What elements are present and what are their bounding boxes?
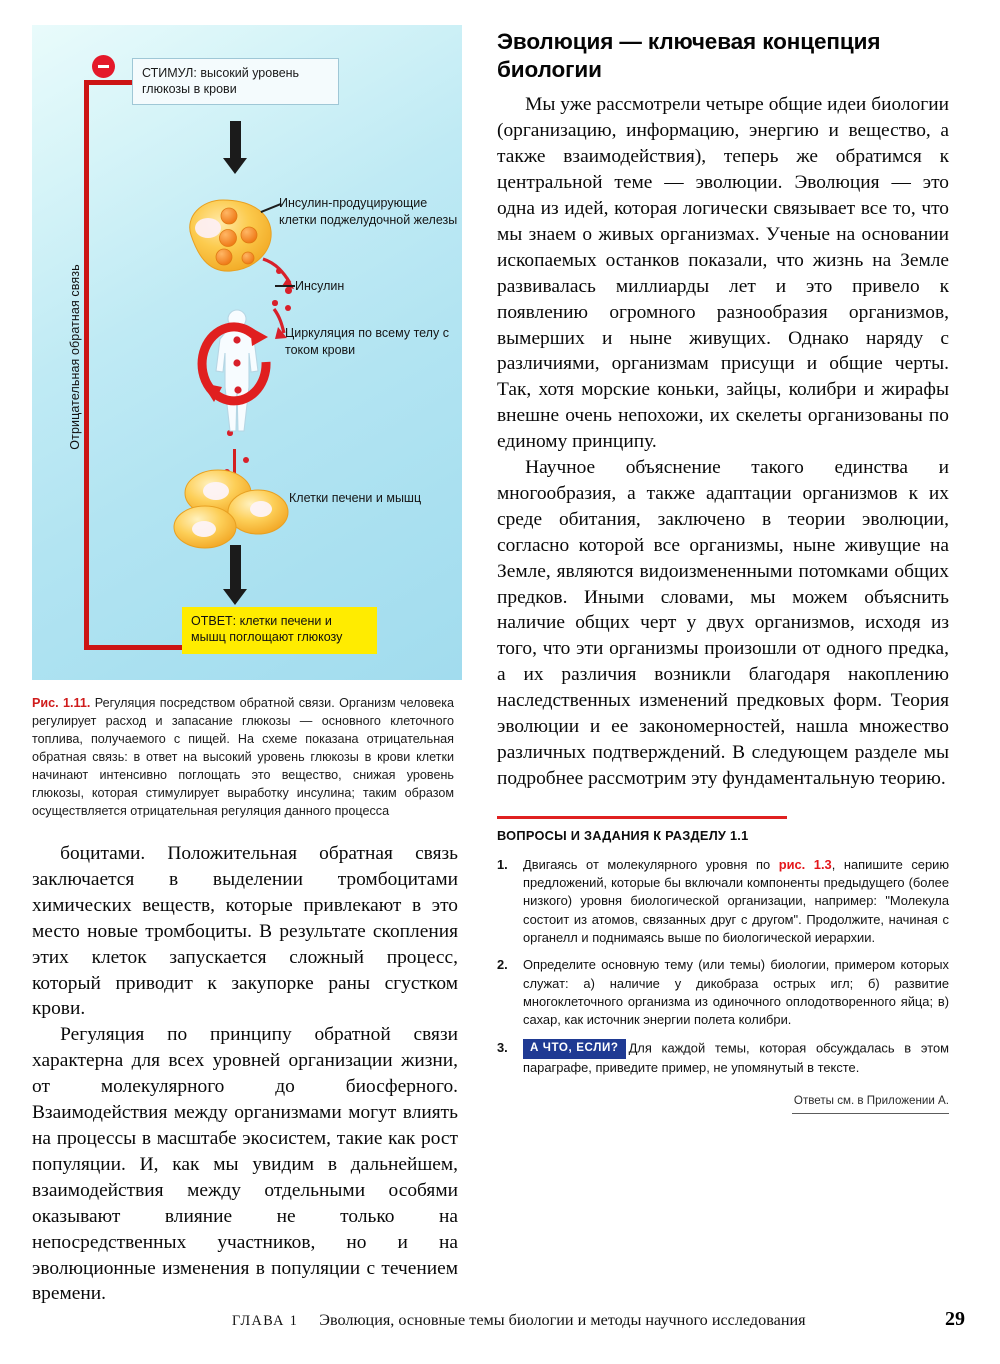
- question-text-after: Для каждой темы, которая обсуждалась в этом параграфе, приведите пример, не упомянутый в тексте.: [523, 1040, 949, 1075]
- arrow-down-to-pancreas-icon: [230, 121, 241, 159]
- answer-box: ОТВЕТ: клетки печени и мышц поглощают глюкозу: [182, 607, 377, 654]
- footer-chapter-title: Эволюция, основные темы биологии и методы научного исследования: [319, 1311, 806, 1329]
- question-text-before: Двигаясь от молекулярного уровня по: [523, 856, 779, 872]
- question-number: 3.: [497, 1039, 508, 1055]
- figure-caption: [32, 694, 454, 820]
- arrow-down-to-answer-icon: [230, 545, 241, 590]
- label-circulation: Циркуляция по всему телу с током крови: [285, 326, 449, 357]
- question-item: [497, 956, 949, 1029]
- paragraph: боцитами. Положительная обратная связь заключается в выделении тромбоцитами химических веществ, которые привлекают в это место новые тромбоциты. В результате скопления этих клеток запускается сложный процесс, который приводит к закупорке раны сгустком крови.: [32, 843, 458, 1020]
- label-insulin: Инсулин: [295, 279, 345, 293]
- figure-feedback-diagram: [32, 25, 462, 680]
- right-body-text: [497, 92, 949, 791]
- answers-underline: [792, 1113, 949, 1114]
- answers-note: Ответы см. в Приложении А.: [793, 1093, 949, 1107]
- question-text-after: , напишите серию предложений, которые бы включали компоненты предыдущего (более низкого) уровня биологической организации, например: "Молекула состоит из атомов, связанных друг с другом". Продолжите, начиная с органелл и поднимаясь выше по биологической иерархии.: [523, 856, 949, 946]
- leader-line-insulin: [275, 285, 295, 287]
- label-pancreatic-cells: Инсулин-продуцирующие клетки поджелудочной железы: [279, 196, 458, 227]
- question-item: [497, 1039, 949, 1077]
- paragraph: Научное объяснение такого единства и многообразия, а также адаптации организмов к их среде обитания, заключено в теории эволюции, согласно которой все организмы, ныне живущие на Земле, являются видоизмененными потомками общих предков. Иными словами, мы можем объяснить наличие общих черт у двух организмов, исходя из того, что эти организмы произошли от одного предка, а их различия возникли благодаря накоплению наследственных изменений предковых форм. Теория эволюции и ее закономерностей, нашла множество различных подтверждений. В следующем разделе мы подробнее рассмотрим эту фундаментальную теорию.: [497, 457, 949, 789]
- feedback-line-bottom: [84, 645, 182, 650]
- question-text: Определите основную тему (или темы) биологии, примером которых служат: а) наличие у дикобраза острых игл; б) развитие многоклеточного организма из одиночного оплодотворенного яйца; в) сахар, как источник энергии полета колибри.: [523, 957, 949, 1028]
- section-divider-rule: [497, 816, 787, 819]
- feedback-line-vertical: [84, 80, 89, 650]
- question-text: [523, 1039, 949, 1077]
- figure-caption-text: Регуляция посредством обратной связи. Организм человека регулирует расход и запасание глюкозы — основного клеточного топлива, получаемого с пищей. На схеме показана отрицательная обратная связь: в ответ на высокий уровень глюкозы в крови клетки начинают интенсивно поглощать это вещество, снижая уровень глюкозы, которая стимулирует выработку инсулина; таким образом осуществляется отрицательная регуляция данного процесса: [32, 696, 454, 818]
- what-if-badge: А ЧТО, ЕСЛИ?: [523, 1039, 626, 1059]
- questions-section: [497, 816, 949, 1114]
- section-heading: Эволюция — ключевая концепция биологии: [497, 29, 881, 82]
- page-footer: [232, 1308, 965, 1331]
- left-column: [32, 25, 462, 1307]
- question-number: 1.: [497, 856, 508, 872]
- question-number: 2.: [497, 957, 508, 973]
- question-text: [523, 856, 949, 948]
- figure-number: Рис. 1.11.: [32, 696, 91, 710]
- figure-reference-link[interactable]: рис. 1.3: [778, 856, 832, 872]
- feedback-vertical-label: Отрицательная обратная связь: [68, 264, 82, 450]
- right-column: [497, 28, 949, 1114]
- label-liver-muscle-cells: Клетки печени и мышц: [289, 491, 422, 505]
- page-number: 29: [945, 1308, 965, 1330]
- liver-muscle-cells-illustration: [172, 465, 292, 553]
- body-circulation-illustration: [192, 305, 282, 450]
- minus-sign-icon: [92, 55, 115, 78]
- stimulus-box: СТИМУЛ: высокий уровень глюкозы в крови: [132, 58, 339, 105]
- paragraph: Регуляция по принципу обратной связи характерна для всех уровней организации жизни, от молекулярного до биосферного. Взаимодействия между организмами могут влиять на процессы в масштабе экосистем, такие как рост популяции. И, как мы увидим в дальнейшем, взаимодействия между отдельными особями оказывают влияние не только на непосредственных участников, но и на эволюционные изменения в популяции с течением времени.: [32, 1024, 458, 1305]
- insulin-dot: [243, 457, 249, 463]
- left-body-text: [32, 841, 458, 1307]
- paragraph: Мы уже рассмотрели четыре общие идеи биологии (организацию, информацию, энергию и вещество, а также взаимодействия), теперь же обратимся к центральной теме — эволюции. Эволюция — это одна из идей, которая логически связывает все то, что мы знаем о живых организмах. Ученые на основании ископаемых останков показали, что жизнь на Земле развивалась миллиарды лет и это привело к появлению огромного разнообразия организмов, вымерших и ныне живущих. Однако наряду с различиями, организмам присущи и общие черты. Так, хотя морские коньки, зайцы, колибри и жирафы внешне очень непохожи, их скелеты организованы по единому принципу.: [497, 94, 949, 453]
- question-item: [497, 856, 949, 948]
- footer-chapter-label: ГЛАВА 1: [232, 1313, 299, 1329]
- questions-title: ВОПРОСЫ И ЗАДАНИЯ К РАЗДЕЛУ 1.1: [497, 827, 749, 843]
